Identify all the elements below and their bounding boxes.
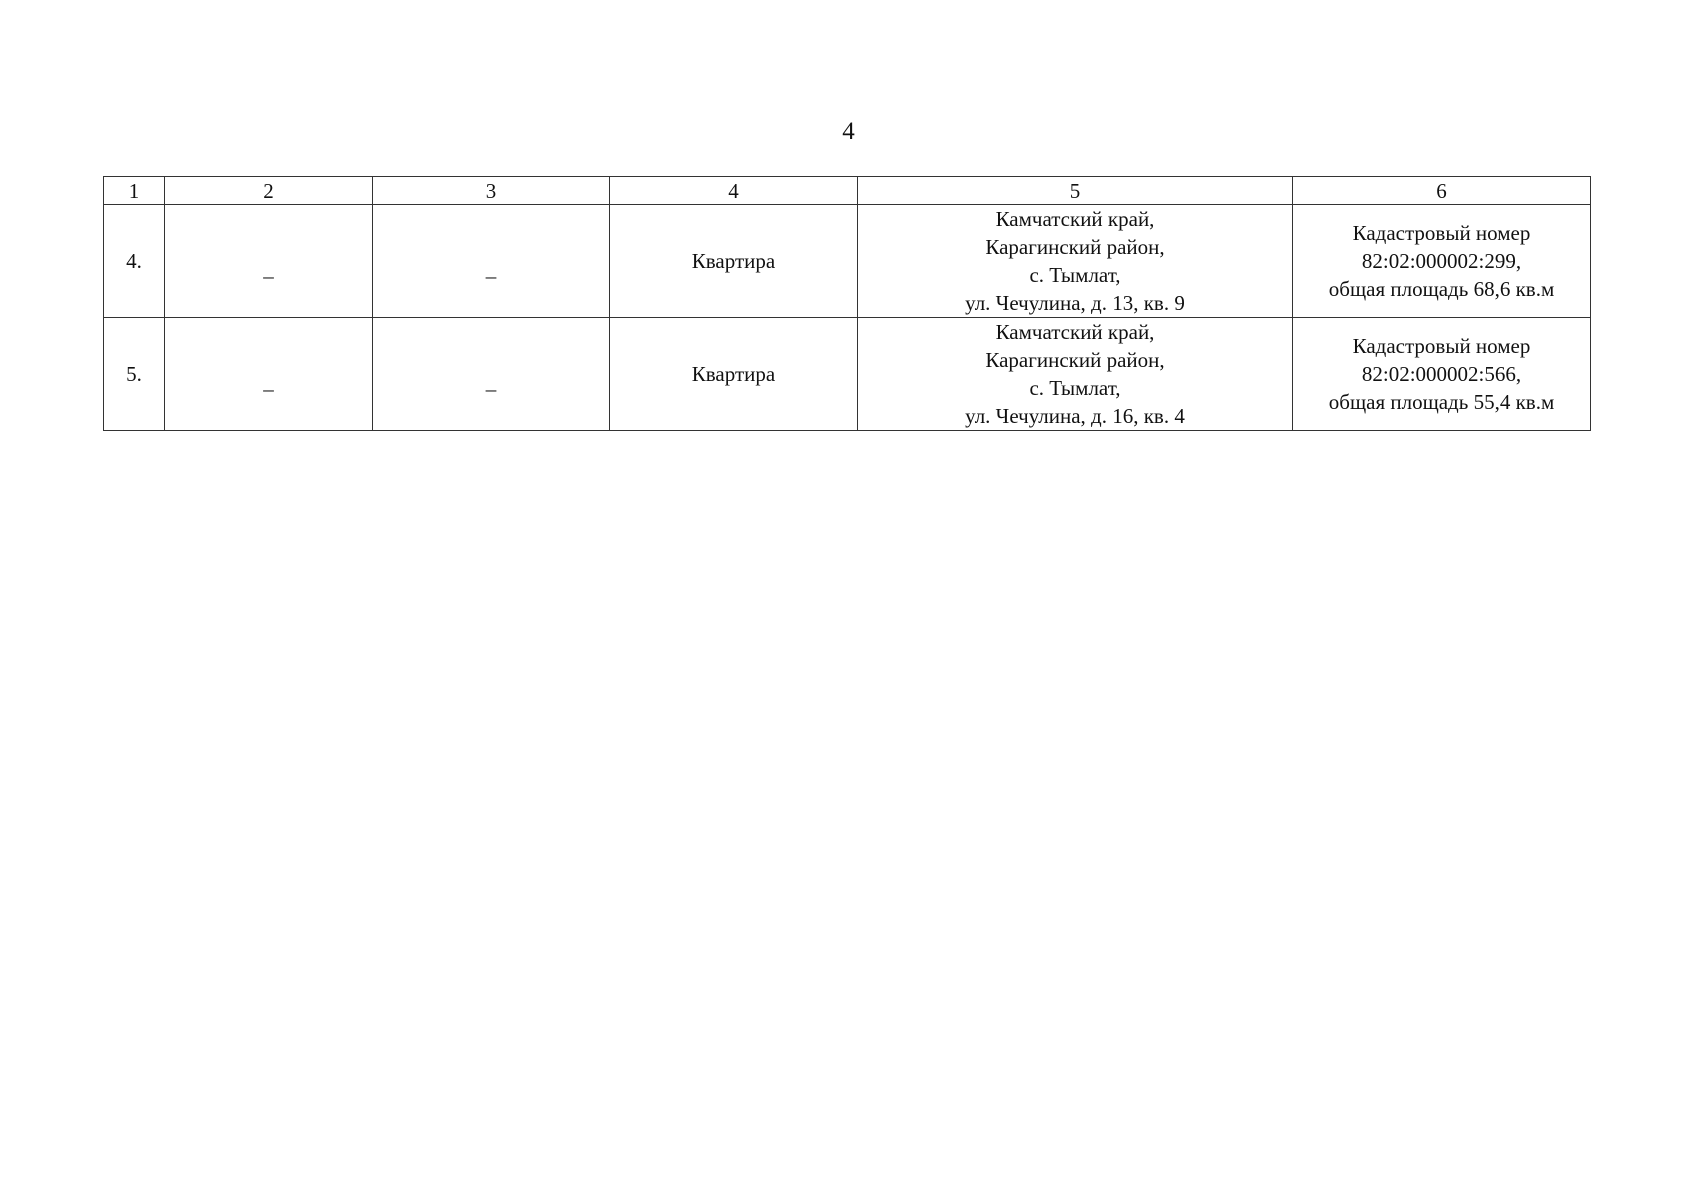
address-line: ул. Чечулина, д. 16, кв. 4 (965, 404, 1185, 428)
property-type-cell (610, 205, 858, 318)
column-number: 6 (1293, 177, 1591, 205)
property-type: Квартира (691, 249, 776, 273)
details-line: общая площадь 68,6 кв.м (1328, 277, 1555, 301)
address-line: Камчатский край, (995, 207, 1155, 231)
table-row (104, 205, 1591, 318)
column-2-cell (165, 318, 373, 431)
address-line: Камчатский край, (995, 320, 1155, 344)
column-3-cell (373, 318, 610, 431)
column-2-cell (165, 205, 373, 318)
column-number: 1 (104, 177, 165, 205)
property-details-cell (1293, 318, 1591, 431)
property-type: Квартира (691, 362, 776, 386)
address-line: с. Тымлат, (1029, 263, 1121, 287)
details-line: 82:02:000002:299, (1361, 249, 1522, 273)
address-line: Карагинский район, (985, 235, 1165, 259)
details-line: общая площадь 55,4 кв.м (1328, 390, 1555, 414)
property-type-cell (610, 318, 858, 431)
address-line: с. Тымлат, (1029, 376, 1121, 400)
details-line: Кадастровый номер (1352, 334, 1531, 358)
row-number: 5. (126, 362, 142, 386)
row-number-cell (104, 318, 165, 431)
empty-dash: _ (263, 257, 274, 281)
column-number: 4 (610, 177, 858, 205)
column-number: 2 (165, 177, 373, 205)
column-3-cell (373, 205, 610, 318)
property-details-cell (1293, 205, 1591, 318)
property-table (103, 176, 1591, 431)
column-number: 5 (858, 177, 1293, 205)
page-number: 4 (842, 118, 855, 145)
table-row (104, 318, 1591, 431)
column-number-row (104, 177, 1591, 205)
column-number: 3 (373, 177, 610, 205)
empty-dash: _ (485, 370, 497, 394)
empty-dash: _ (263, 370, 274, 394)
row-number: 4. (126, 249, 142, 273)
address-line: Карагинский район, (985, 348, 1165, 372)
address-cell (858, 205, 1293, 318)
details-line: 82:02:000002:566, (1361, 362, 1522, 386)
details-line: Кадастровый номер (1352, 221, 1531, 245)
empty-dash: _ (485, 257, 497, 281)
row-number-cell (104, 205, 165, 318)
address-line: ул. Чечулина, д. 13, кв. 9 (965, 291, 1185, 315)
address-cell (858, 318, 1293, 431)
